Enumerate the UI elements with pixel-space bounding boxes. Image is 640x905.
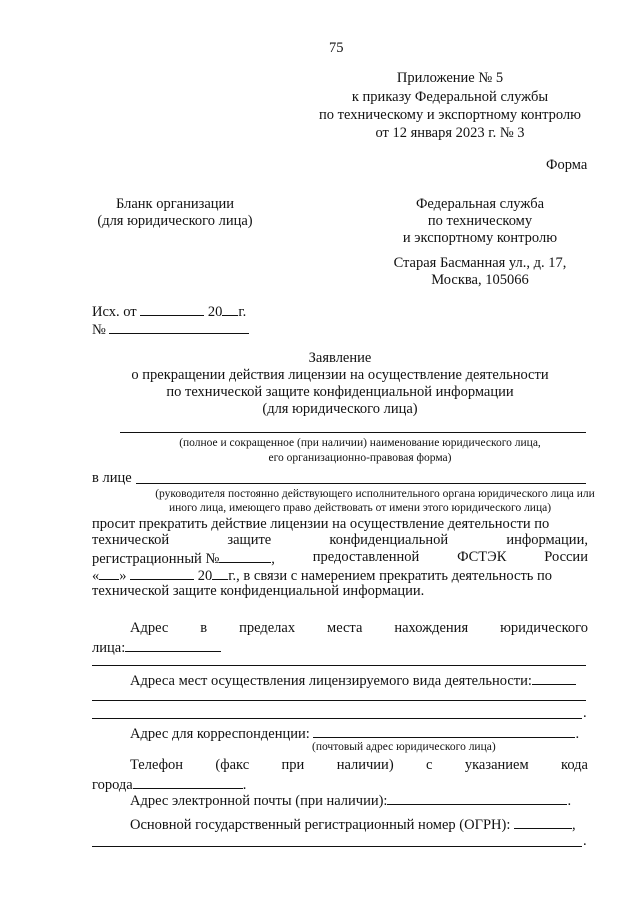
in-person-hint-2: иного лица, имеющего право действовать от имени этого юридического лица) xyxy=(168,502,552,514)
recipient-line-1: Федеральная служба xyxy=(415,196,545,212)
outgoing-date-blank[interactable] xyxy=(140,302,204,316)
legal-name-field[interactable] xyxy=(120,432,586,433)
appendix-line-4: от 12 января 2023 г. № 3 xyxy=(375,125,525,141)
statement-subtitle-1: о прекращении действия лицензии на осуществление деятельности xyxy=(131,367,549,383)
word: Телефон xyxy=(130,757,183,773)
outgoing-year: 20 xyxy=(207,304,223,320)
recipient-address-2: Москва, 105066 xyxy=(431,272,529,288)
correspondence-hint: (почтовый адрес юридического лица) xyxy=(312,741,496,753)
legal-address-line xyxy=(130,620,588,637)
word: в xyxy=(200,620,208,636)
request-line-2 xyxy=(92,532,588,549)
legal-address-field[interactable] xyxy=(92,665,586,666)
in-person-label-text: в лице xyxy=(92,470,132,486)
outgoing-number-blank[interactable] xyxy=(109,320,249,334)
word: указанием xyxy=(464,757,529,773)
outgoing-prefix: Исх. от xyxy=(92,304,137,320)
legal-address-tail-label: лица: xyxy=(92,640,126,656)
email: Адрес электронной почты (при наличии): . xyxy=(130,793,572,809)
request-line-5: технической защите конфиденциальной информации. xyxy=(92,583,425,599)
year-blank[interactable] xyxy=(212,566,228,580)
word: России xyxy=(544,549,588,565)
quote-close: » xyxy=(119,568,127,584)
org-blank-subtitle: (для юридического лица) xyxy=(97,213,253,229)
phone-line xyxy=(130,757,588,774)
period: . xyxy=(583,705,587,721)
word: Адрес xyxy=(130,620,169,636)
word: ФСТЭК xyxy=(457,549,507,565)
statement-title: Заявление xyxy=(308,350,372,366)
reg-number-label: регистрационный № xyxy=(92,551,220,567)
email-blank[interactable] xyxy=(387,791,567,805)
page-number: 75 xyxy=(329,40,344,56)
request-text-4: г., в связи с намерением прекратить деятельность по xyxy=(228,568,553,584)
ogrn: Основной государственный регистрационный номер (ОГРН): , xyxy=(130,817,576,833)
word: при xyxy=(281,757,305,773)
phone-tail-label: города xyxy=(92,777,133,793)
outgoing-date xyxy=(92,302,246,321)
statement-subtitle-2: по технической защите конфиденциальной информации xyxy=(166,384,514,400)
appendix-line-1: Приложение № 5 xyxy=(396,70,504,86)
form-label: Форма xyxy=(546,157,588,173)
phone-tail: города . xyxy=(92,777,247,793)
outgoing-number xyxy=(92,320,249,339)
legal-address-tail xyxy=(92,638,221,657)
word: предоставленной xyxy=(312,549,420,565)
word: пределах xyxy=(239,620,296,636)
recipient-line-3: и экспортному контролю xyxy=(402,230,558,246)
correspondence-blank[interactable] xyxy=(313,724,575,738)
org-blank-title: Бланк организации xyxy=(115,196,235,212)
phone-blank[interactable] xyxy=(133,775,243,789)
outgoing-suffix: г. xyxy=(238,304,247,320)
word: кода xyxy=(561,757,588,773)
appendix-line-3: по техническому и экспортному контролю xyxy=(319,107,581,123)
correspondence-label: Адрес для корреспонденции: xyxy=(130,726,310,742)
word: нахождения xyxy=(394,620,469,636)
reg-number-blank[interactable] xyxy=(219,549,271,563)
statement-subtitle-3: (для юридического лица) xyxy=(262,401,418,417)
word: технической xyxy=(92,532,170,548)
outgoing-year-blank[interactable] xyxy=(222,302,238,316)
request-text-1: просит прекратить действие лицензии на осуществление деятельности по xyxy=(92,516,550,532)
activity-address xyxy=(130,671,576,690)
ogrn-blank[interactable] xyxy=(514,815,572,829)
legal-name-hint-2: его организационно-правовая форма) xyxy=(268,452,452,464)
year-prefix: 20 xyxy=(197,568,213,584)
legal-address-blank[interactable] xyxy=(125,638,221,652)
in-person-field[interactable] xyxy=(136,483,586,484)
word: (факс xyxy=(215,757,250,773)
ogrn-label: Основной государственный регистрационный номер (ОГРН): xyxy=(130,817,511,833)
word: места xyxy=(327,620,363,636)
ogrn-field[interactable] xyxy=(92,846,582,847)
word: конфиденциальной xyxy=(329,532,449,548)
recipient-address-1: Старая Басманная ул., д. 17, xyxy=(393,255,567,271)
quote-open: « xyxy=(92,568,100,584)
outgoing-number-label: № xyxy=(92,322,106,338)
word: наличии) xyxy=(336,757,394,773)
recipient-line-2: по техническому xyxy=(427,213,533,229)
request-line-1 xyxy=(92,516,588,533)
month-blank[interactable] xyxy=(130,566,194,580)
email-label: Адрес электронной почты (при наличии): xyxy=(130,793,388,809)
word: защите xyxy=(227,532,272,548)
period: . xyxy=(583,833,587,849)
correspondence: Адрес для корреспонденции: . xyxy=(130,726,580,742)
legal-name-hint-1: (полное и сокращенное (при наличии) наименование юридического лица, xyxy=(179,437,541,449)
word: с xyxy=(426,757,433,773)
in-person-hint-1: (руководителя постоянно действующего исполнительного органа юридического лица или xyxy=(155,488,595,500)
activity-address-field-1[interactable] xyxy=(92,700,586,701)
appendix-line-2: к приказу Федеральной службы xyxy=(351,89,549,105)
day-blank[interactable] xyxy=(99,566,119,580)
activity-address-blank[interactable] xyxy=(532,671,576,685)
word: информации, xyxy=(506,532,588,548)
activity-address-field-2[interactable] xyxy=(92,718,582,719)
word: юридического xyxy=(500,620,588,636)
activity-address-label: Адреса мест осуществления лицензируемого вида деятельности: xyxy=(130,673,532,689)
comma: , xyxy=(271,551,275,567)
